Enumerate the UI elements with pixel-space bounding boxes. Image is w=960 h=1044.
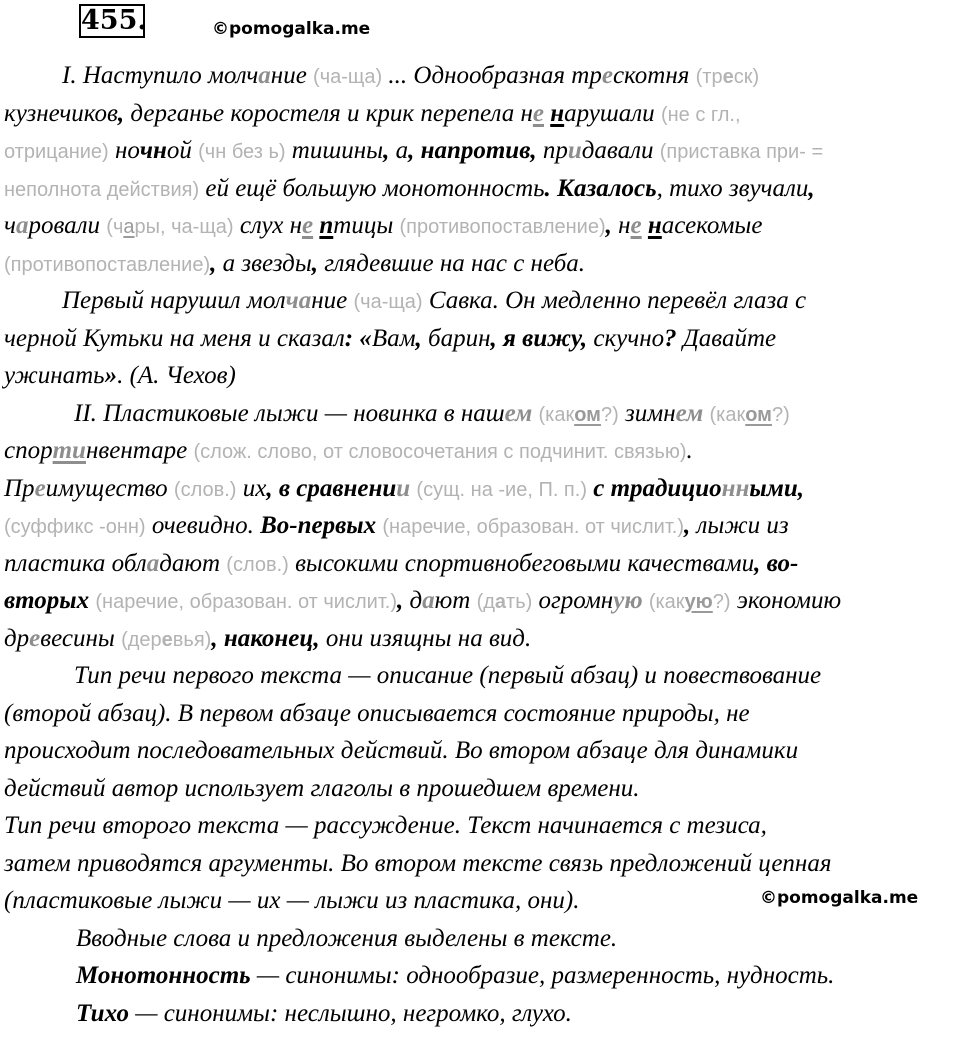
text-run: — синонимы: однообразие, размеренность, нудность. (250, 962, 835, 989)
grey-note: (как (709, 403, 746, 426)
grey-note-letter: ом (745, 403, 772, 426)
highlight-letter: ем (675, 399, 704, 427)
grey-note: отрицание) (4, 141, 109, 163)
text-run: экономию (730, 587, 842, 614)
text-run: зимн (618, 399, 676, 427)
text-line-18: (второй абзац). В первом абзаце описывается состояние природы, не (4, 699, 750, 727)
text-run: тицы (333, 212, 400, 239)
text-line-19: происходит последовательных действий. Во втором абзаце для динамики (4, 737, 799, 764)
text-run: дают (159, 549, 227, 577)
text-line-26 (4, 995, 956, 1033)
bold-word: я вижу (503, 324, 581, 352)
punct-bold: , (530, 137, 543, 164)
text-line-14 (4, 545, 956, 583)
bold-word: во- (766, 549, 799, 577)
bold-word: вторых (4, 587, 90, 614)
grey-note: (ча-ща) (313, 66, 383, 88)
grey-note: (как (538, 403, 575, 426)
text-run: а (395, 137, 409, 164)
text-line-22: затем приводятся аргументы. Во втором тексте связь предложений цепная (4, 849, 832, 877)
text-run: они изящны на вид. (319, 624, 532, 652)
bold-word: Казалось (557, 174, 657, 202)
grey-note: неполнота действия) (4, 178, 200, 201)
text-run: — синонимы: неслышно, негромко, глухо. (128, 999, 572, 1027)
text-run: спор (4, 437, 53, 464)
punct-bold: , (211, 624, 218, 652)
text-run: имущество (45, 474, 174, 502)
text-run: д (403, 587, 423, 614)
grey-note: ?) (771, 403, 790, 426)
text-run: Вам (371, 324, 416, 352)
text-run: кузнечиков (4, 99, 118, 127)
text-run: давали (581, 137, 660, 164)
text-line-17: Тип речи первого текста — описание (первый абзац) и повествование (74, 662, 822, 689)
highlight-letter: чн (139, 137, 167, 164)
grey-note: (сущ. на -ие, П. п.) (416, 478, 587, 501)
text-line-11 (4, 432, 956, 470)
text-run: ... Однообразная тр (382, 62, 602, 89)
punct-bold: , (580, 324, 588, 352)
text-run: но (108, 137, 140, 164)
punct-bold: » (104, 362, 118, 389)
grey-note: (приставка при- = (659, 141, 824, 163)
punct-bold: , (605, 212, 612, 239)
highlight-letter: а (146, 549, 160, 577)
text-line-21: Тип речи второго текста — рассуждение. Текст начинается с тезиса, (4, 812, 767, 839)
exercise-text (4, 57, 956, 1032)
highlight-letter: е (630, 212, 642, 239)
punct-bold: , (754, 549, 767, 577)
text-run: асекомые (661, 212, 763, 239)
highlight-letter: и (567, 137, 582, 164)
punct-bold: , (797, 474, 805, 502)
bold-word: напротив (420, 137, 531, 164)
grey-note: ?) (600, 403, 619, 426)
text-line-23: (пластиковые лыжи — их — лыжи из пластика, они). (4, 887, 580, 914)
bold-word: Во-первых (260, 512, 377, 539)
text-run: Давайте (676, 324, 777, 352)
highlight-letter: а (422, 587, 435, 614)
text-run: ч (4, 212, 16, 239)
grey-note-letter: ую (684, 591, 713, 613)
text-run: Пр (4, 474, 35, 502)
text-run: арушали (564, 99, 661, 127)
text-line-6 (4, 245, 956, 283)
text-run: лыжи из (690, 512, 789, 539)
text-line-16 (4, 620, 956, 658)
punct-bold: : « (344, 324, 372, 352)
punct-bold: . (544, 174, 558, 202)
text-run: скучно (587, 324, 665, 352)
punct-bold: , (311, 249, 318, 277)
highlight-letter: е (29, 624, 41, 652)
text-run: пр (542, 137, 568, 164)
punct-bold: , (266, 474, 279, 502)
text-run: н (611, 212, 631, 239)
text-run: II. Пластиковые лыжи — новинка в наш (74, 399, 505, 427)
text-line-25 (4, 957, 956, 995)
text-line-13 (4, 507, 956, 545)
grey-note-letter: ом (574, 403, 601, 426)
highlight-letter: и (396, 474, 411, 502)
bold-word: наконец (223, 624, 314, 652)
text-run: барин (421, 324, 491, 352)
highlight-letter: п (319, 212, 334, 239)
grey-note: (наречие, образован. от числит.) (95, 591, 397, 613)
bold-word: ыми (749, 474, 798, 502)
text-run: их (236, 474, 267, 502)
text-run: ой (166, 137, 199, 164)
highlight-letter: е (34, 474, 46, 502)
text-run: тишины (285, 137, 384, 164)
text-run: ние (311, 287, 354, 314)
highlight-letter: н (647, 212, 662, 239)
text-line-2 (4, 95, 956, 133)
highlight-letter: ую (613, 587, 643, 614)
grey-note-letter: е (161, 628, 173, 651)
grey-note: (дер (121, 628, 162, 651)
text-run: ние (270, 62, 314, 89)
text-run: Первый нарушил мол (62, 287, 286, 314)
text-run: глядевшие на нас с неба. (318, 249, 586, 277)
exercise-number: 455. (81, 5, 147, 36)
grey-note: (ч (106, 216, 124, 238)
punct-bold: , (313, 624, 320, 652)
highlight-letter: е (532, 99, 544, 127)
text-run: ей ещё большую монотонность (199, 174, 545, 202)
punct-bold: , (210, 249, 217, 277)
watermark-middle: ©pomogalka.me (760, 888, 919, 908)
grey-note: (противопоставление) (399, 216, 606, 238)
text-run: весины (40, 624, 122, 652)
grey-note: (не с гл., (660, 103, 741, 126)
punct-bold: , (490, 324, 504, 352)
text-line-4 (4, 170, 956, 208)
text-line-8 (4, 320, 956, 358)
text-run: I. Наступило молч (62, 62, 259, 89)
text-line-9 (4, 357, 956, 395)
highlight-letter: е (302, 212, 314, 239)
text-run: пластика обл (4, 549, 147, 577)
text-line-24: Вводные слова и предложения выделены в тексте. (76, 924, 618, 952)
text-run: ровали (28, 212, 107, 239)
text-line-7 (4, 282, 956, 320)
punct-bold: , (415, 324, 422, 352)
grey-note: (слож. слово, от словосочетания с подчинит. связью) (193, 441, 687, 463)
text-run: высокими спортивнобеговыми качествами (288, 549, 755, 577)
punct-bold: , (117, 99, 125, 127)
bold-word: Монотонность (76, 962, 251, 989)
text-run: ют (434, 587, 477, 614)
text-run: а звезды (216, 249, 312, 277)
grey-note: (противопоставление) (4, 253, 211, 276)
highlight-letter: а (15, 212, 29, 239)
text-line-1 (4, 57, 956, 95)
text-line-3 (4, 132, 956, 170)
text-line-5 (4, 207, 956, 245)
grey-note: ?) (712, 591, 731, 613)
text-run: др (4, 624, 30, 652)
text-run: очевидно. (145, 512, 261, 539)
bold-word: в сравнени (278, 474, 397, 502)
bold-word: с традицио (593, 474, 722, 502)
grey-note-letter: а (123, 216, 135, 238)
bold-word: Тихо (76, 999, 129, 1027)
highlight-letter: ем (504, 399, 533, 427)
text-run: черной Кутьки на меня и сказал (4, 324, 345, 352)
grey-note: ть) (506, 591, 533, 613)
text-line-15 (4, 582, 956, 620)
watermark-top: ©pomogalka.me (212, 19, 371, 39)
highlight-letter: нн (721, 474, 750, 502)
grey-note: (суффикс -онн) (4, 516, 146, 538)
grey-note: (д (476, 591, 495, 613)
grey-note: (ча-ща) (353, 291, 423, 313)
grey-note: (слов.) (226, 553, 289, 576)
grey-note: (слов.) (173, 478, 237, 501)
grey-note: (чн без ь) (198, 141, 286, 163)
text-run: дерганье коростеля и крик перепела н (124, 99, 533, 127)
punct-bold: , (408, 137, 421, 164)
text-run: Савка. Он медленно перевёл глаза с (422, 287, 807, 314)
punct-bold: , (808, 174, 815, 202)
punct-bold: , (683, 512, 691, 539)
text-run: слух н (233, 212, 302, 239)
grey-note-letter: е (722, 66, 734, 88)
grey-note: (как (648, 591, 685, 613)
text-run: . (А. Чехов) (117, 362, 236, 389)
highlight-letter: а (258, 62, 271, 89)
text-run: ужинать (4, 362, 105, 389)
text-run: скотня (612, 62, 696, 89)
text-run: огромн (532, 587, 614, 614)
grey-note: ры, ча-ща) (134, 216, 234, 238)
highlight-letter: е (601, 62, 613, 89)
grey-note: (наречие, образован. от числит.) (382, 516, 684, 538)
highlight-letter: ти (52, 437, 86, 464)
highlight-letter: ча (285, 287, 312, 314)
grey-note-letter: а (494, 591, 507, 613)
punct-bold: , (383, 137, 396, 164)
grey-note: (тр (695, 66, 723, 88)
text-run: нвентаре (85, 437, 194, 464)
text-run: , тихо звучали (656, 174, 809, 202)
punct-bold: , (396, 587, 404, 614)
grey-note: вья) (172, 628, 212, 651)
text-run: . (686, 437, 693, 464)
highlight-letter: н (550, 99, 565, 127)
text-line-10 (4, 395, 956, 433)
text-line-20: действий автор использует глаголы в прошедшем времени. (4, 774, 640, 802)
text-line-12 (4, 470, 956, 508)
grey-note: ск) (733, 66, 760, 88)
punct-bold: ? (664, 324, 677, 352)
